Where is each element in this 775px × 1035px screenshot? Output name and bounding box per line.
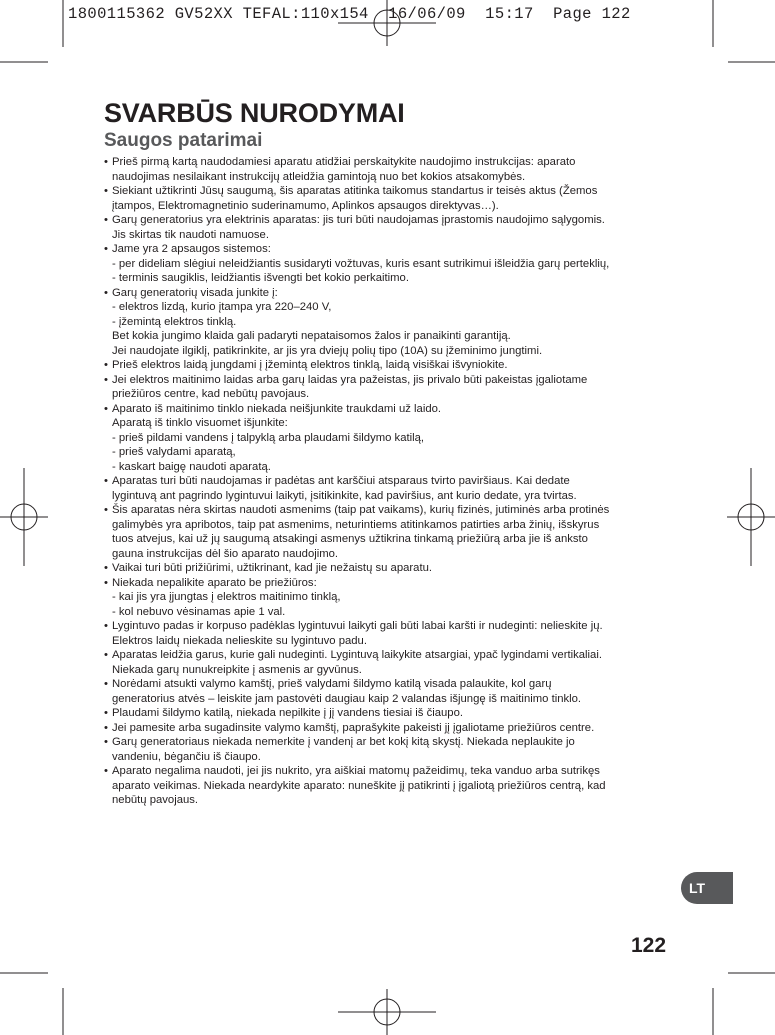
language-tab: LT xyxy=(681,872,733,904)
list-item xyxy=(104,561,679,576)
list-item-line: Prieš pirmą kartą naudodamiesi aparatu atidžiai perskaitykite naudojimo instrukcijas: aparato xyxy=(112,156,576,168)
list-item-text xyxy=(104,373,679,388)
list-item xyxy=(104,764,679,808)
list-item-line: Siekiant užtikrinti Jūsų saugumą, šis aparatas atitinka taikomus standartus ir teisės aktus (Žemos xyxy=(112,185,598,197)
list-item-continuation: priežiūros centre, kad nebūtų pavojaus. xyxy=(112,388,310,400)
list-item-text xyxy=(104,677,679,692)
list-item xyxy=(104,735,679,764)
list-item-line: Niekada nepalikite aparato be priežiūros: xyxy=(112,576,317,589)
list-item-text xyxy=(104,706,679,721)
list-item-continuation: Aparatą iš tinklo visuomet išjunkite: xyxy=(112,417,288,429)
list-item-continuation: - įžemintą elektros tinklą. xyxy=(112,315,237,328)
bullet-icon: • xyxy=(104,765,108,777)
list-item xyxy=(104,155,679,184)
list-item-text xyxy=(104,358,679,373)
list-item-text xyxy=(104,503,679,518)
list-item-line: Garų generatorių visada junkite į: xyxy=(112,286,278,299)
list-item xyxy=(104,677,679,706)
registration-mark-top xyxy=(338,0,436,46)
list-item-continuation: Jei naudojate ilgiklį, patikrinkite, ar jis yra dviejų polių tipo (10A) su įžeminimo jungtimi. xyxy=(112,344,543,357)
bullet-icon: • xyxy=(104,504,108,516)
list-item-line: Prieš elektros laidą jungdami į įžemintą elektros tinklą, laidą visiškai išvyniokite. xyxy=(112,359,508,371)
list-item-text xyxy=(104,286,679,301)
list-item-continuation: įtampos, Elektromagnetinio suderinamumo, Aplinkos apsaugos direktyvas…). xyxy=(112,199,499,212)
list-item-continuation: - kai jis yra įjungtas į elektros maitinimo tinklą, xyxy=(112,591,341,603)
list-item-continuation: tuos atvejus, kai už jų saugumą atsakingi asmenys užtikrina tinkamą priežiūrą arba jie iš anksto xyxy=(112,533,588,545)
bullet-icon: • xyxy=(104,359,108,371)
list-item-continuation: aparato veikimas. Niekada neardykite aparato: nuneškite jį patikrinti į įgaliotą priežiūros centrą, kad xyxy=(112,779,606,792)
list-item xyxy=(104,503,679,561)
printer-slug-header: 1800115362 GV52XX TEFAL:110x154 16/06/09 15:17 Page 122 xyxy=(68,5,631,23)
list-item xyxy=(104,242,679,286)
list-item-text xyxy=(104,648,679,663)
list-item-line: Lygintuvo padas ir korpuso padėklas lygintuvui laikyti gali būti labai karšti ir nudeginti: nelieskite jų. xyxy=(112,620,603,632)
page-number: 122 xyxy=(631,934,667,957)
list-item xyxy=(104,576,679,620)
bullet-icon: • xyxy=(104,156,108,168)
bullet-icon: • xyxy=(104,707,108,719)
list-item xyxy=(104,706,679,721)
list-item-text xyxy=(104,213,679,228)
list-item-line: Aparato iš maitinimo tinklo niekada neišjunkite traukdami už laido. xyxy=(112,402,442,415)
document-body xyxy=(104,96,679,808)
list-item xyxy=(104,619,679,648)
list-item-continuation: - elektros lizdą, kurio įtampa yra 220–240 V, xyxy=(112,301,332,313)
bullet-icon: • xyxy=(104,243,108,255)
bullet-icon: • xyxy=(104,649,108,661)
list-item xyxy=(104,648,679,677)
bullet-icon: • xyxy=(104,475,108,487)
list-item-continuation: generatorius atvės – leiskite jam pastovėti daugiau kaip 2 valandas išjungę iš maitinimo tinklo. xyxy=(112,692,582,705)
list-item-text xyxy=(104,561,679,576)
list-item-line: Aparatas leidžia garus, kurie gali nudeginti. Lygintuvą laikykite atsargiai, ypač lygindami vertikaliai. xyxy=(112,649,602,661)
bullet-icon: • xyxy=(104,721,108,734)
list-item-continuation: - prieš pildami vandens į talpyklą arba plaudami šildymo katilą, xyxy=(112,431,425,444)
list-item xyxy=(104,184,679,213)
bullet-icon: • xyxy=(104,620,108,632)
list-item-line: Garų generatoriaus niekada nemerkite į vandenį ar bet kokį kitą skystį. Niekada neplaukite jo xyxy=(112,736,575,748)
bullet-icon: • xyxy=(104,402,108,415)
list-item-line: Jei elektros maitinimo laidas arba garų laidas yra pažeistas, jis privalo būti pakeistas įgaliotame xyxy=(112,373,588,386)
list-item-continuation: - terminis saugiklis, leidžiantis išvengti bet kokio perkaitimo. xyxy=(112,272,409,284)
list-item-continuation: Elektros laidų niekada nelieskite su lygintuvo padu. xyxy=(112,634,367,647)
list-item xyxy=(104,474,679,503)
list-item-line: Plaudami šildymo katilą, niekada nepilkite į jį vandens tiesiai iš čiaupo. xyxy=(112,707,464,719)
list-item-text xyxy=(104,184,679,199)
list-item-line: Vaikai turi būti prižiūrimi, užtikrinant, kad jie nežaistų su aparatu. xyxy=(112,562,433,574)
list-item-continuation: naudojimas nesilaikant instrukcijų atleidžia gamintoją nuo bet kokios atsakomybės. xyxy=(112,170,526,183)
list-item-continuation: - per dideliam slėgiui neleidžiantis susidaryti vožtuvas, kuris esant sutrikimui išleidžia garų perteklių, xyxy=(112,257,610,270)
list-item-text xyxy=(104,576,679,591)
registration-mark-left xyxy=(0,468,48,566)
list-item-text xyxy=(104,764,679,779)
list-item-continuation: - kaskart baigę naudoti aparatą. xyxy=(112,460,271,473)
list-item-line: Aparato negalima naudoti, jei jis nukrito, yra aiškiai matomų pažeidimų, teka vanduo arba sutrikęs xyxy=(112,765,600,777)
list-item-continuation: - kol nebuvo vėsinamas apie 1 val. xyxy=(112,605,286,618)
section-title: Saugos patarimai xyxy=(104,130,263,151)
list-item-continuation: - prieš valydami aparatą, xyxy=(112,446,236,458)
list-item-continuation: galimybės yra apribotos, taip pat asmenims, neturintiems atitinkamos patirties arba žinių, išskyrus xyxy=(112,518,600,531)
list-item-line: Garų generatorius yra elektrinis aparatas: jis turi būti naudojamas įprastomis naudojimo sąlygomis. xyxy=(112,214,605,226)
registration-mark-bottom xyxy=(338,989,436,1035)
list-item-text xyxy=(104,402,679,417)
list-item-line: Šis aparatas nėra skirtas naudoti asmenims (taip pat vaikams), kurių fizinės, jutiminės arba protinės xyxy=(112,504,610,516)
list-item-text xyxy=(104,155,679,170)
list-item-line: Jame yra 2 apsaugos sistemos: xyxy=(112,243,271,255)
bullet-icon: • xyxy=(104,736,108,748)
list-item-continuation: Niekada garų nunukreipkite į asmenis ar gyvūnus. xyxy=(112,663,362,676)
safety-instructions-list xyxy=(104,155,679,808)
list-item-text xyxy=(104,721,679,736)
list-item xyxy=(104,402,679,475)
list-item xyxy=(104,358,679,373)
list-item-line: Jei pamesite arba sugadinsite valymo kamštį, paprašykite pakeisti jį įgaliotame priežiūros centre. xyxy=(112,721,595,734)
list-item-continuation: Bet kokia jungimo klaida gali padaryti nepataisomos žalos ir panaikinti garantiją. xyxy=(112,330,511,342)
list-item xyxy=(104,213,679,242)
list-item xyxy=(104,721,679,736)
list-item-continuation: nebūtų pavojaus. xyxy=(112,794,199,806)
list-item-continuation: Jis skirtas tik naudoti namuose. xyxy=(112,228,269,241)
list-item-text xyxy=(104,242,679,257)
bullet-icon: • xyxy=(104,185,108,197)
registration-mark-right xyxy=(727,468,775,566)
bullet-icon: • xyxy=(104,576,108,589)
list-item-text xyxy=(104,619,679,634)
list-item-continuation: lygintuvą ant pagrindo lygintuvui laikyti, įsitikinkite, kad paviršius, ant kurio dedate, yra tvirtas. xyxy=(112,489,577,502)
page-title: SVARBŪS NURODYMAI xyxy=(104,98,405,128)
list-item xyxy=(104,373,679,402)
bullet-icon: • xyxy=(104,286,108,299)
list-item-line: Aparatas turi būti naudojamas ir padėtas ant karščiui atsparaus tvirto paviršiaus. Kai dedate xyxy=(112,475,570,487)
bullet-icon: • xyxy=(104,562,108,574)
bullet-icon: • xyxy=(104,373,108,386)
list-item-text xyxy=(104,474,679,489)
list-item-line: Norėdami atsukti valymo kamštį, prieš valydami šildymo katilą visada palaukite, kol garų xyxy=(112,678,552,690)
list-item-continuation: gauna instrukcijas dėl šio aparato naudojimo. xyxy=(112,547,339,560)
bullet-icon: • xyxy=(104,214,108,226)
list-item-text xyxy=(104,735,679,750)
list-item xyxy=(104,286,679,359)
bullet-icon: • xyxy=(104,678,108,690)
list-item-continuation: vandeniu, bėgančiu iš čiaupo. xyxy=(112,750,261,763)
